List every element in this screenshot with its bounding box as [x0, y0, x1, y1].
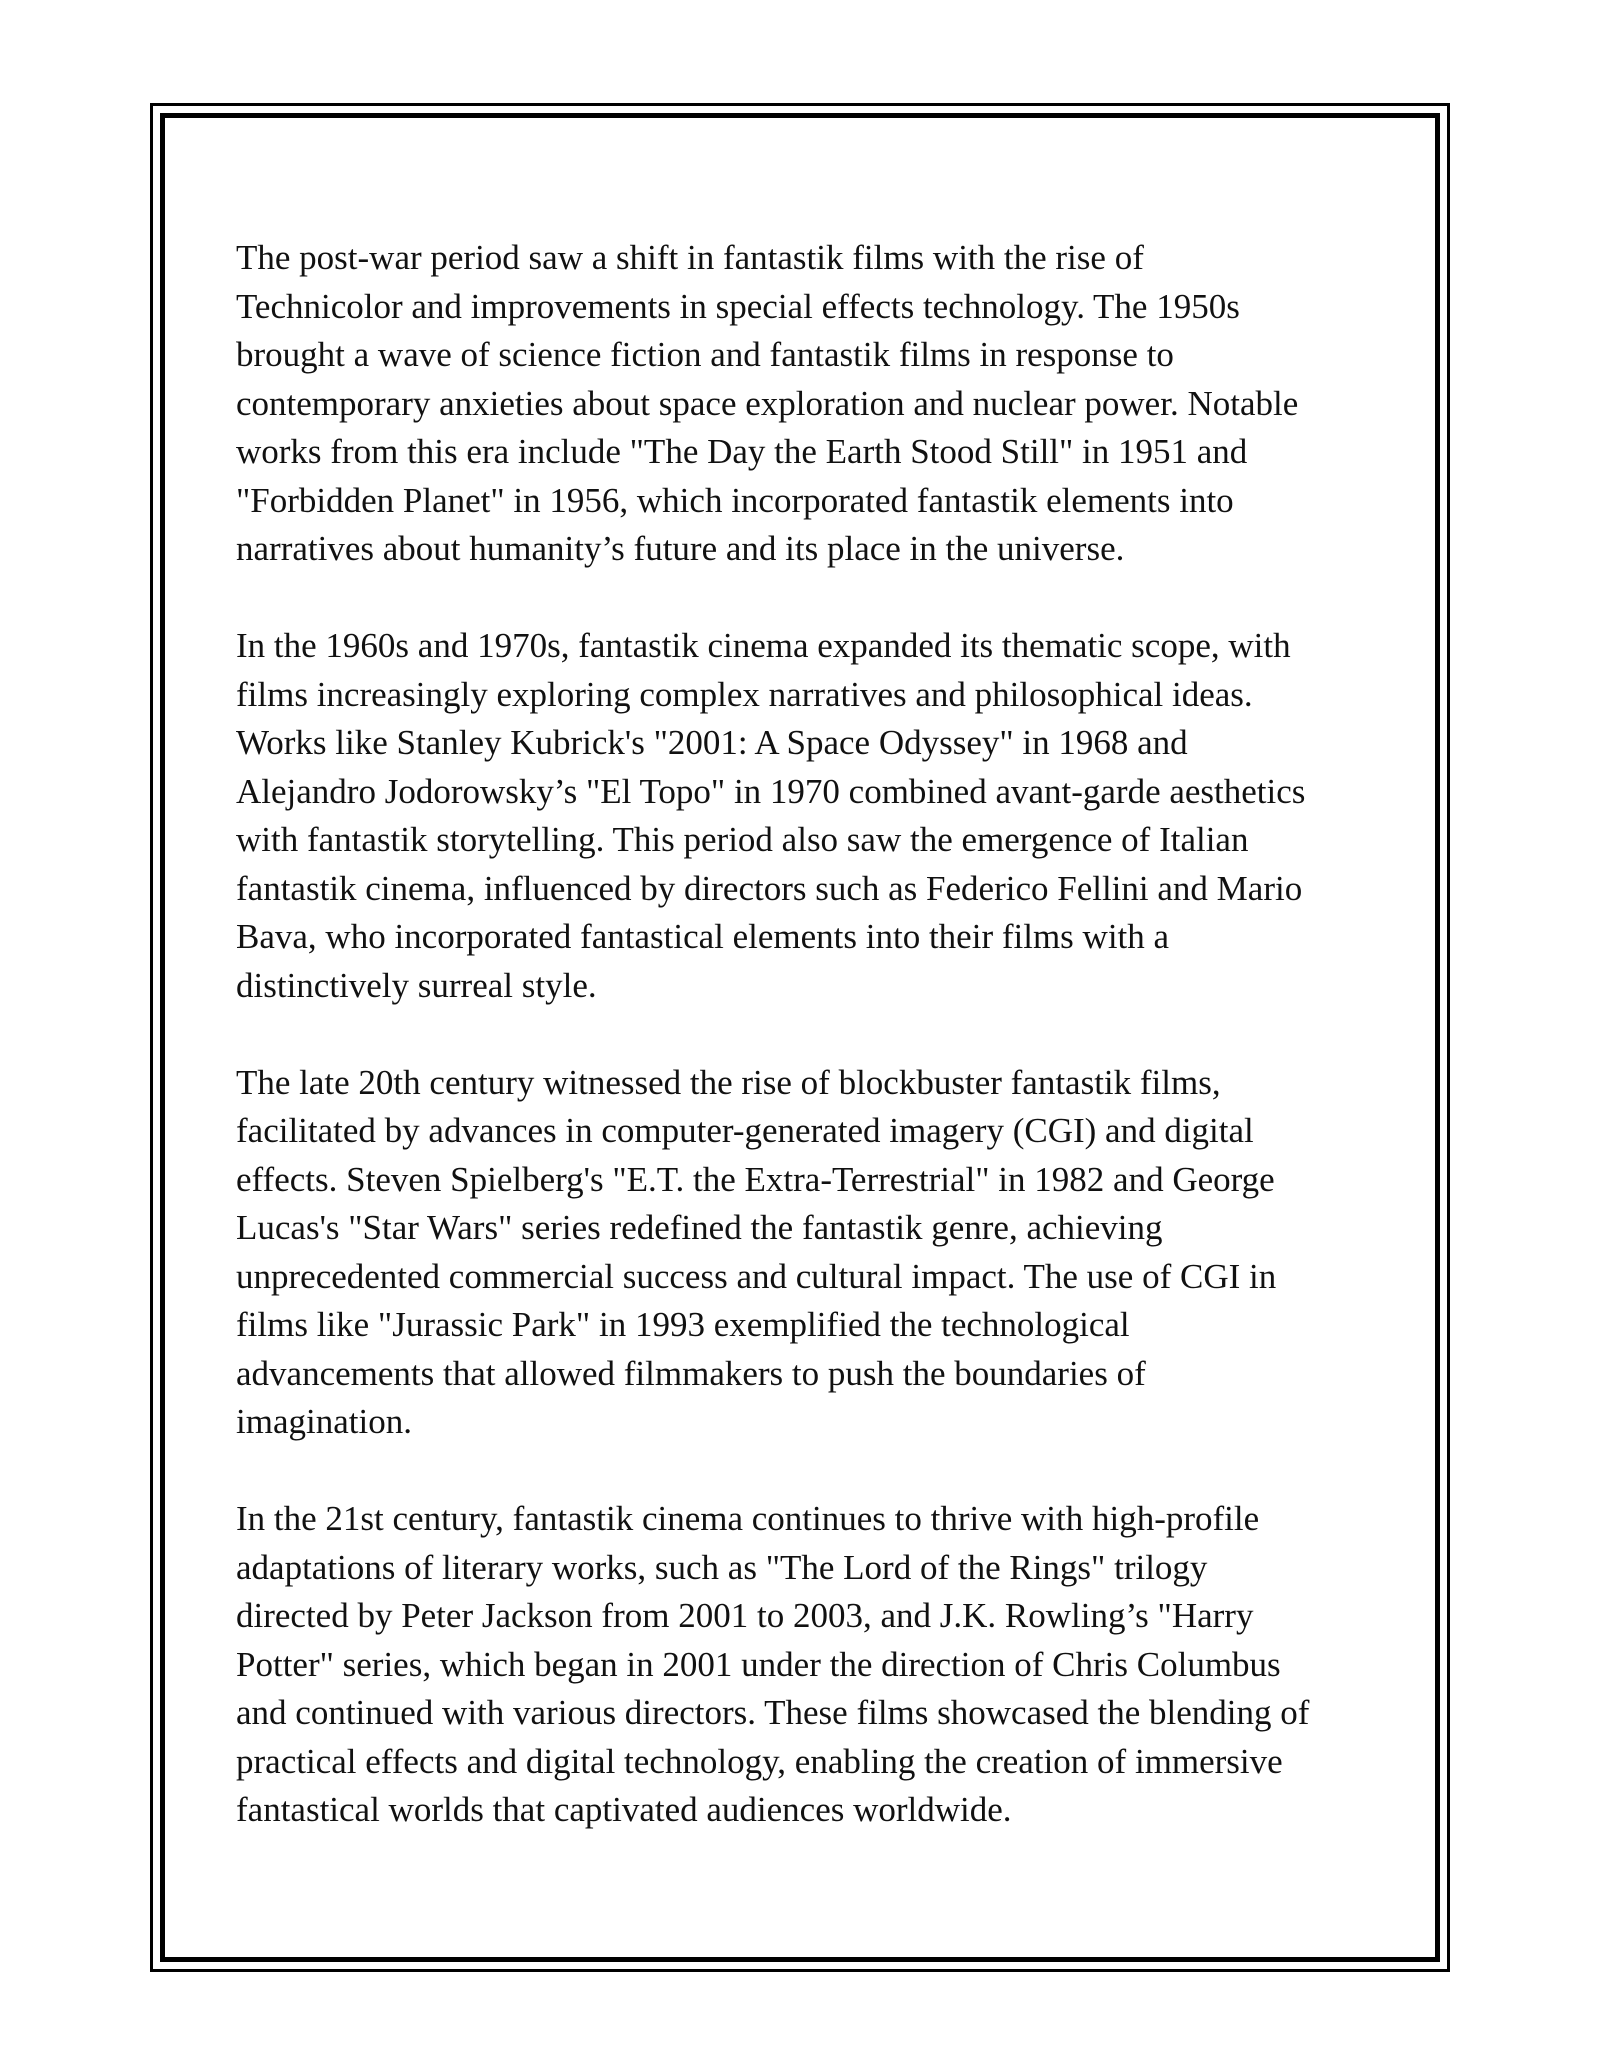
text-line: brought a wave of science fiction and fantastik films in response to: [236, 335, 1174, 374]
text-line: unprecedented commercial success and cultural impact. The use of CGI in: [236, 1256, 1277, 1296]
text-line: Potter" series, which began in 2001 under the direction of Chris Columbus: [236, 1644, 1281, 1684]
text-line: works from this era include "The Day the Earth Stood Still" in 1951 and: [236, 432, 1248, 471]
text-line: "Forbidden Planet" in 1956, which incorporated fantastik elements into: [236, 480, 1234, 520]
text-line: fantastical worlds that captivated audiences worldwide.: [236, 1790, 1012, 1829]
text-line: Alejandro Jodorowsky’s "El Topo" in 1970 combined avant-garde aesthetics: [236, 771, 1306, 811]
text-line: Technicolor and improvements in special effects technology. The 1950s: [236, 286, 1240, 326]
text-line: The post-war period saw a shift in fantastik films with the rise of: [236, 238, 1144, 277]
text-line: adaptations of literary works, such as "The Lord of the Rings" trilogy: [236, 1547, 1208, 1587]
text-line: and continued with various directors. These films showcased the blending of: [236, 1693, 1310, 1732]
paragraph-post-war: [236, 234, 1376, 574]
text-line: imagination.: [236, 1402, 412, 1441]
text-line: facilitated by advances in computer-generated imagery (CGI) and digital: [236, 1111, 1254, 1150]
text-line: effects. Steven Spielberg's "E.T. the Extra-Terrestrial" in 1982 and George: [236, 1159, 1275, 1199]
text-line: directed by Peter Jackson from 2001 to 2003, and J.K. Rowling’s "Harry: [236, 1596, 1254, 1635]
text-line: films increasingly exploring complex narratives and philosophical ideas.: [236, 674, 1253, 714]
text-line: fantastik cinema, influenced by directors such as Federico Fellini and Mario: [236, 868, 1303, 908]
text-line: films like "Jurassic Park" in 1993 exemplified the technological: [236, 1305, 1130, 1344]
document-body: [236, 234, 1376, 1883]
text-line: Bava, who incorporated fantastical elements into their films with a: [236, 917, 1170, 956]
text-line: distinctively surreal style.: [236, 965, 597, 1005]
text-line: advancements that allowed filmmakers to push the boundaries of: [236, 1353, 1146, 1393]
paragraph-1960s-1970s: [236, 622, 1376, 1010]
text-line: contemporary anxieties about space exploration and nuclear power. Notable: [236, 383, 1299, 423]
text-line: Works like Stanley Kubrick's "2001: A Space Odyssey" in 1968 and: [236, 723, 1188, 762]
text-line: narratives about humanity’s future and its place in the universe.: [236, 529, 1125, 568]
paragraph-21st-century: [236, 1495, 1376, 1835]
text-line: In the 1960s and 1970s, fantastik cinema expanded its thematic scope, with: [236, 626, 1291, 665]
text-line: practical effects and digital technology, enabling the creation of immersive: [236, 1741, 1283, 1781]
paragraph-late-20th-century: [236, 1059, 1376, 1447]
text-line: with fantastik storytelling. This period also saw the emergence of Italian: [236, 820, 1249, 859]
text-line: The late 20th century witnessed the rise of blockbuster fantastik films,: [236, 1062, 1221, 1102]
text-line: In the 21st century, fantastik cinema continues to thrive with high-profile: [236, 1499, 1260, 1538]
text-line: Lucas's "Star Wars" series redefined the fantastik genre, achieving: [236, 1208, 1163, 1247]
